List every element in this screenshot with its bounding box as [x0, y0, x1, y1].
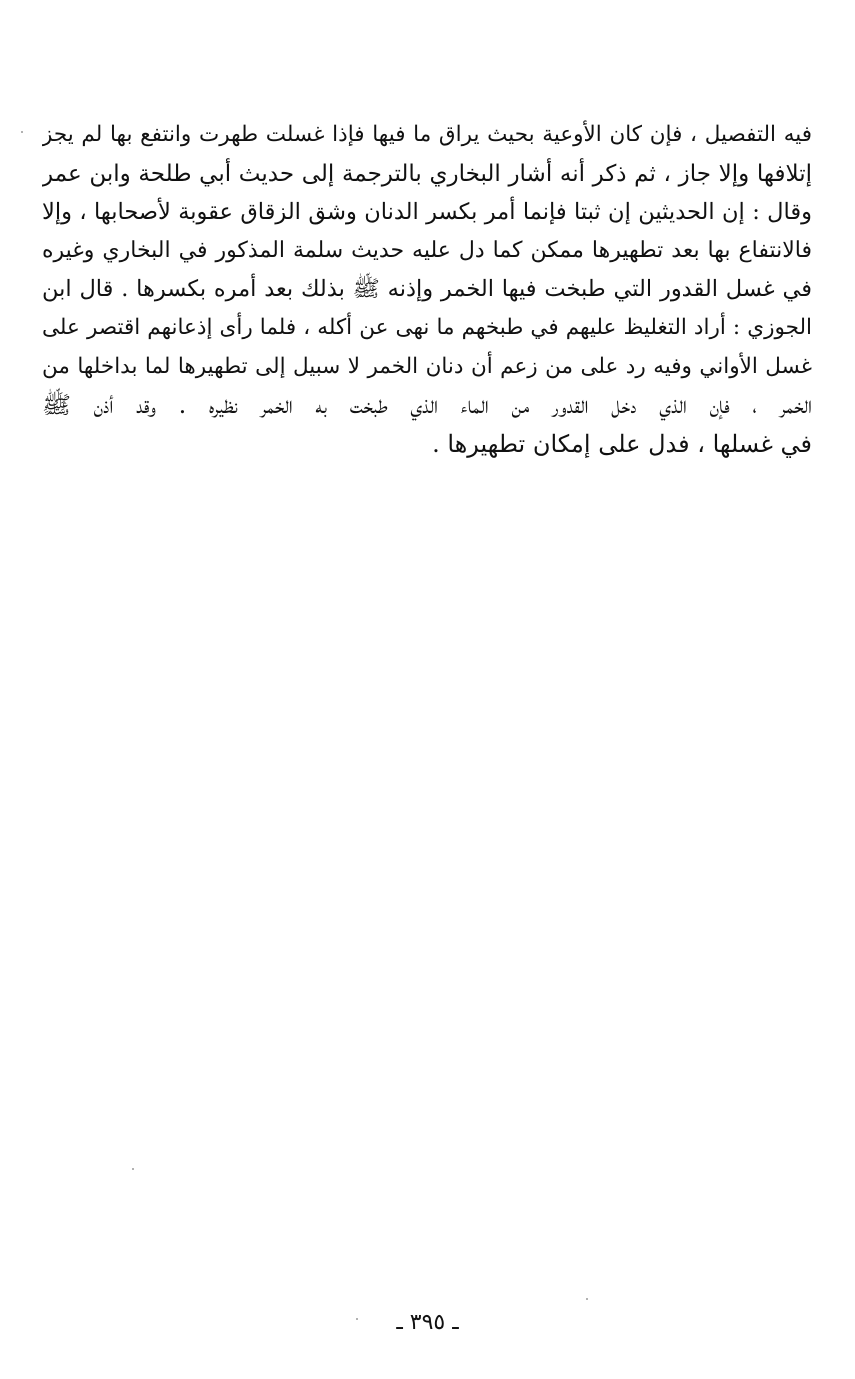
text-line: الخمر ، فإن الذي دخل القدور من الماء الذي طبخت به الخمر نظيره . وقد أذن ﷺ	[42, 391, 812, 420]
text-line: وقال : إن الحديثين إن ثبتا فإنما أمر بكسر الدنان وشق الزقاق عقوبة لأصحابها ، وإلا	[42, 199, 812, 226]
body-text	[42, 116, 812, 463]
scan-speck	[21, 131, 23, 133]
scan-speck	[356, 1318, 358, 1320]
text-line: غسل الأواني وفيه رد على من زعم أن دنان الخمر لا سبيل إلى تطهيرها لما بداخلها من	[42, 353, 812, 379]
text-line: إتلافها وإلا جاز ، ثم ذكر أنه أشار البخاري بالترجمة إلى حديث أبي طلحة وابن عمر	[42, 160, 812, 187]
text-line: فيه التفصيل ، فإن كان الأوعية بحيث يراق ما فيها فإذا غسلت طهرت وانتفع بها لم يجز	[42, 122, 812, 147]
text-line: الجوزي : أراد التغليظ عليهم في طبخهم ما نهى عن أكله ، فلما رأى إذعانهم اقتصر على	[42, 314, 812, 340]
text-line: في غسل القدور التي طبخت فيها الخمر وإذنه ﷺ بذلك بعد أمره بكسرها . قال ابن	[42, 276, 812, 303]
scan-speck	[132, 1168, 134, 1170]
page-number: ـ ٣٩٥ ـ	[396, 1310, 459, 1335]
text-line: في غسلها ، فدل على إمكان تطهيرها .	[432, 429, 812, 458]
scan-speck	[586, 1298, 588, 1300]
text-line: فالانتفاع بها بعد تطهيرها ممكن كما دل عليه حديث سلمة المذكور في البخاري وغيره	[42, 237, 812, 263]
